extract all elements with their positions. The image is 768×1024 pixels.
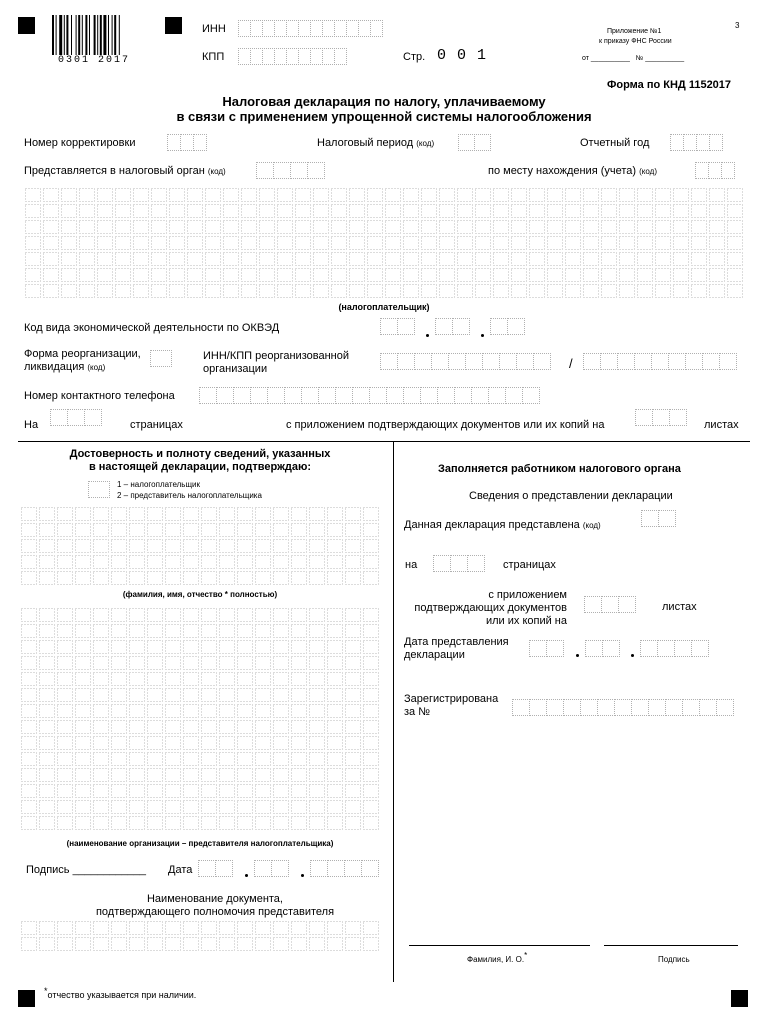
input-cell[interactable] [380,318,398,335]
input-cell[interactable] [467,555,485,572]
fio-signature-line [409,945,590,946]
right-subheading: Сведения о представлении декларации [469,490,673,502]
input-cell[interactable] [651,353,669,370]
input-cell[interactable] [198,860,216,877]
presented-cells[interactable] [641,510,675,527]
input-cell[interactable] [267,387,285,404]
fio-caption-right: Фамилия, И. О.* [467,951,528,964]
reorg-inn-cells[interactable] [380,353,550,370]
signer-type-cell[interactable] [88,481,109,498]
right-heading: Заполняется работником налогового органа [438,463,681,475]
kpp-label: КПП [202,51,225,63]
input-cell[interactable] [584,596,602,613]
input-cell[interactable] [490,318,508,335]
input-cell[interactable] [452,318,470,335]
input-cell[interactable] [67,409,85,426]
input-cell[interactable] [648,699,666,716]
input-cell[interactable] [691,640,709,657]
input-cell[interactable] [709,134,723,151]
input-cell[interactable] [380,353,398,370]
input-cell[interactable] [369,387,387,404]
option-representative: 2 – представитель налогоплательщика [117,491,262,500]
sign-caption-right: Подпись [658,955,690,964]
input-cell[interactable] [167,134,181,151]
right-attachment-cells[interactable] [584,596,635,613]
input-cell[interactable] [617,353,635,370]
input-cell[interactable] [652,409,670,426]
left-date-month[interactable] [254,860,288,877]
input-cell[interactable] [465,353,483,370]
right-date-dot-2 [631,654,634,657]
input-cell[interactable] [682,699,700,716]
reorg-slash: / [569,356,573,371]
inn-label: ИНН [202,23,226,35]
input-cell[interactable] [563,699,581,716]
attachment-cells[interactable] [635,409,686,426]
org-caption: (наименование организации – представителя налогоплательщика) [66,839,334,848]
input-cell[interactable] [674,640,692,657]
input-cell[interactable] [397,353,415,370]
input-cell[interactable] [499,353,517,370]
input-cell[interactable] [546,640,564,657]
appendix-line1: Приложение №1 [607,28,662,35]
right-date-year[interactable] [640,640,708,657]
input-cell[interactable] [344,860,362,877]
pages-label: страницах [130,419,183,431]
corner-marker-bottom-right [731,990,748,1007]
input-cell[interactable] [290,162,308,179]
right-date-month[interactable] [585,640,619,657]
left-date-dot-1 [245,874,248,877]
input-cell[interactable] [695,162,709,179]
input-cell[interactable] [84,409,102,426]
right-attachment-label: с приложением подтверждающих документов или их копий на [414,589,567,627]
input-cell[interactable] [88,481,110,498]
page-title [0,94,768,124]
input-cell[interactable] [397,318,415,335]
right-date-day[interactable] [529,640,563,657]
input-cell[interactable] [640,640,658,657]
input-cell[interactable] [665,699,683,716]
okved-cells-2[interactable] [435,318,469,335]
left-date-dot-2 [301,874,304,877]
input-cell[interactable] [683,134,697,151]
input-cell[interactable] [583,353,601,370]
reorg-inn-label: ИНН/КПП реорганизованной организации [203,350,349,375]
page-label: Стр. [403,51,426,63]
left-date-year[interactable] [310,860,378,877]
left-date-day[interactable] [198,860,232,877]
corner-marker-top-right [165,17,182,34]
okved-cells-3[interactable] [490,318,524,335]
location-label: по месту нахождения (учета) (код) [488,165,657,177]
input-cell[interactable] [699,699,717,716]
appendix-line2: к приказу ФНС России [599,38,672,45]
corner-marker-top-left [18,17,35,34]
input-cell[interactable] [318,387,336,404]
presentation-date-label: Дата представления декларации [404,636,509,661]
input-cell[interactable] [301,387,319,404]
page-number: 3 [735,21,740,30]
title-line1: Налоговая декларация по налогу, уплачиваемому [222,94,546,109]
report-year-label: Отчетный год [580,137,650,149]
input-cell[interactable] [271,860,289,877]
okved-dot-1 [426,334,429,337]
input-cell[interactable] [233,387,251,404]
registration-number-cells[interactable] [512,699,733,716]
input-cell[interactable] [334,48,347,65]
input-cell[interactable] [685,353,703,370]
input-cell[interactable] [702,353,720,370]
input-cell[interactable] [50,409,68,426]
input-cell[interactable] [254,860,272,877]
taxpayer-name-grid[interactable] [24,187,744,299]
okved-dot-2 [481,334,484,337]
right-sheets-label: листах [662,601,697,613]
input-cell[interactable] [361,860,379,877]
inn-cells[interactable] [238,20,382,37]
sheets-label: листах [704,419,739,431]
input-cell[interactable] [327,860,345,877]
input-cell[interactable] [414,353,432,370]
sign-signature-line [604,945,738,946]
report-year-cells[interactable] [670,134,722,151]
document-name-grid[interactable] [20,920,380,952]
input-cell[interactable] [719,353,737,370]
input-cell[interactable] [716,699,734,716]
input-cell[interactable] [450,555,468,572]
tax-authority-cells[interactable] [256,162,324,179]
input-cell[interactable] [403,387,421,404]
input-cell[interactable] [669,409,687,426]
input-cell[interactable] [708,162,722,179]
signer-fio-grid[interactable] [20,506,380,586]
input-cell[interactable] [471,387,489,404]
input-cell[interactable] [193,134,207,151]
input-cell[interactable] [602,640,620,657]
input-cell[interactable] [273,162,291,179]
date-label: Дата [168,864,193,876]
input-cell[interactable] [215,860,233,877]
input-cell[interactable] [335,387,353,404]
right-pages-cells[interactable] [433,555,484,572]
input-cell[interactable] [600,353,618,370]
correction-cells[interactable] [167,134,206,151]
input-cell[interactable] [482,353,500,370]
registered-label: Зарегистрирована за № [404,693,499,718]
input-cell[interactable] [474,134,491,151]
input-cell[interactable] [522,387,540,404]
input-cell[interactable] [433,555,451,572]
input-cell[interactable] [546,699,564,716]
okved-cells-1[interactable] [380,318,414,335]
input-cell[interactable] [448,353,466,370]
horizontal-divider [18,441,750,442]
footnote: *отчество указывается при наличии. [44,986,197,1000]
input-cell[interactable] [529,699,547,716]
reorg-form-label: Форма реорганизации, ликвидация (код) [24,348,141,373]
barcode-number: 0301 2017 [58,55,131,66]
input-cell[interactable] [284,387,302,404]
input-cell[interactable] [386,387,404,404]
barcode [52,15,148,55]
phone-label: Номер контактного телефона [24,390,175,402]
right-pages-label: страницах [503,559,556,571]
input-cell[interactable] [631,699,649,716]
representative-org-grid[interactable] [20,607,380,831]
tax-period-cells[interactable] [458,134,490,151]
input-cell[interactable] [216,387,234,404]
attachment-label: с приложением подтверждающих документов или их копий на [286,419,605,431]
correction-label: Номер корректировки [24,137,136,149]
input-cell[interactable] [618,596,636,613]
tax-authority-label: Представляется в налоговый орган (код) [24,165,226,177]
fio-caption: (фамилия, имя, отчество * полностью) [122,590,278,599]
input-cell[interactable] [641,510,659,527]
input-cell[interactable] [658,510,676,527]
input-cell[interactable] [721,162,735,179]
input-cell[interactable] [435,318,453,335]
input-cell[interactable] [437,387,455,404]
input-cell[interactable] [488,387,506,404]
input-cell[interactable] [635,409,653,426]
page-value: 0 0 1 [437,47,488,64]
input-cell[interactable] [516,353,534,370]
input-cell[interactable] [458,134,475,151]
input-cell[interactable] [696,134,710,151]
right-date-dot-1 [576,654,579,657]
input-cell[interactable] [199,387,217,404]
input-cell[interactable] [370,20,383,37]
input-cell[interactable] [507,318,525,335]
input-cell[interactable] [180,134,194,151]
input-cell[interactable] [256,162,274,179]
form-code: Форма по КНД 1152017 [607,79,732,91]
kpp-cells[interactable] [238,48,346,65]
input-cell[interactable] [250,387,268,404]
left-heading: Достоверность и полноту сведений, указанных в настоящей декларации, подтверждаю: [69,448,331,473]
location-cells[interactable] [695,162,734,179]
tax-period-label: Налоговый период (код) [317,137,435,149]
phone-cells[interactable] [199,387,539,404]
reorg-kpp-cells[interactable] [583,353,736,370]
input-cell[interactable] [601,596,619,613]
input-cell[interactable] [668,353,686,370]
input-cell[interactable] [352,387,370,404]
input-cell[interactable] [307,162,325,179]
right-on-label: на [405,559,418,571]
title-line2: в связи с применением упрощенной системы налогообложения [176,109,592,124]
document-title: Наименование документа, подтверждающего полномочия представителя [95,893,335,918]
signature-label: Подпись ____________ [26,864,147,876]
input-cell[interactable] [597,699,615,716]
appendix-from: от __________ № __________ [582,55,685,62]
option-taxpayer: 1 – налогоплательщик [117,480,201,489]
input-cell[interactable] [431,353,449,370]
okved-label: Код вида экономической деятельности по ОКВЭД [24,322,280,334]
pages-cells[interactable] [50,409,101,426]
reorg-form-cell[interactable] [150,350,171,367]
input-cell[interactable] [670,134,684,151]
corner-marker-bottom-left [18,990,35,1007]
input-cell[interactable] [614,699,632,716]
input-cell[interactable] [310,860,328,877]
input-cell[interactable] [657,640,675,657]
input-cell[interactable] [529,640,547,657]
input-cell[interactable] [454,387,472,404]
input-cell[interactable] [512,699,530,716]
input-cell[interactable] [505,387,523,404]
input-cell[interactable] [533,353,551,370]
input-cell[interactable] [420,387,438,404]
input-cell[interactable] [150,350,172,367]
input-cell[interactable] [634,353,652,370]
pages-on-label: На [24,419,39,431]
input-cell[interactable] [585,640,603,657]
presented-label: Данная декларация представлена (код) [404,519,601,531]
input-cell[interactable] [580,699,598,716]
taxpayer-caption: (налогоплательщик) [338,302,430,312]
